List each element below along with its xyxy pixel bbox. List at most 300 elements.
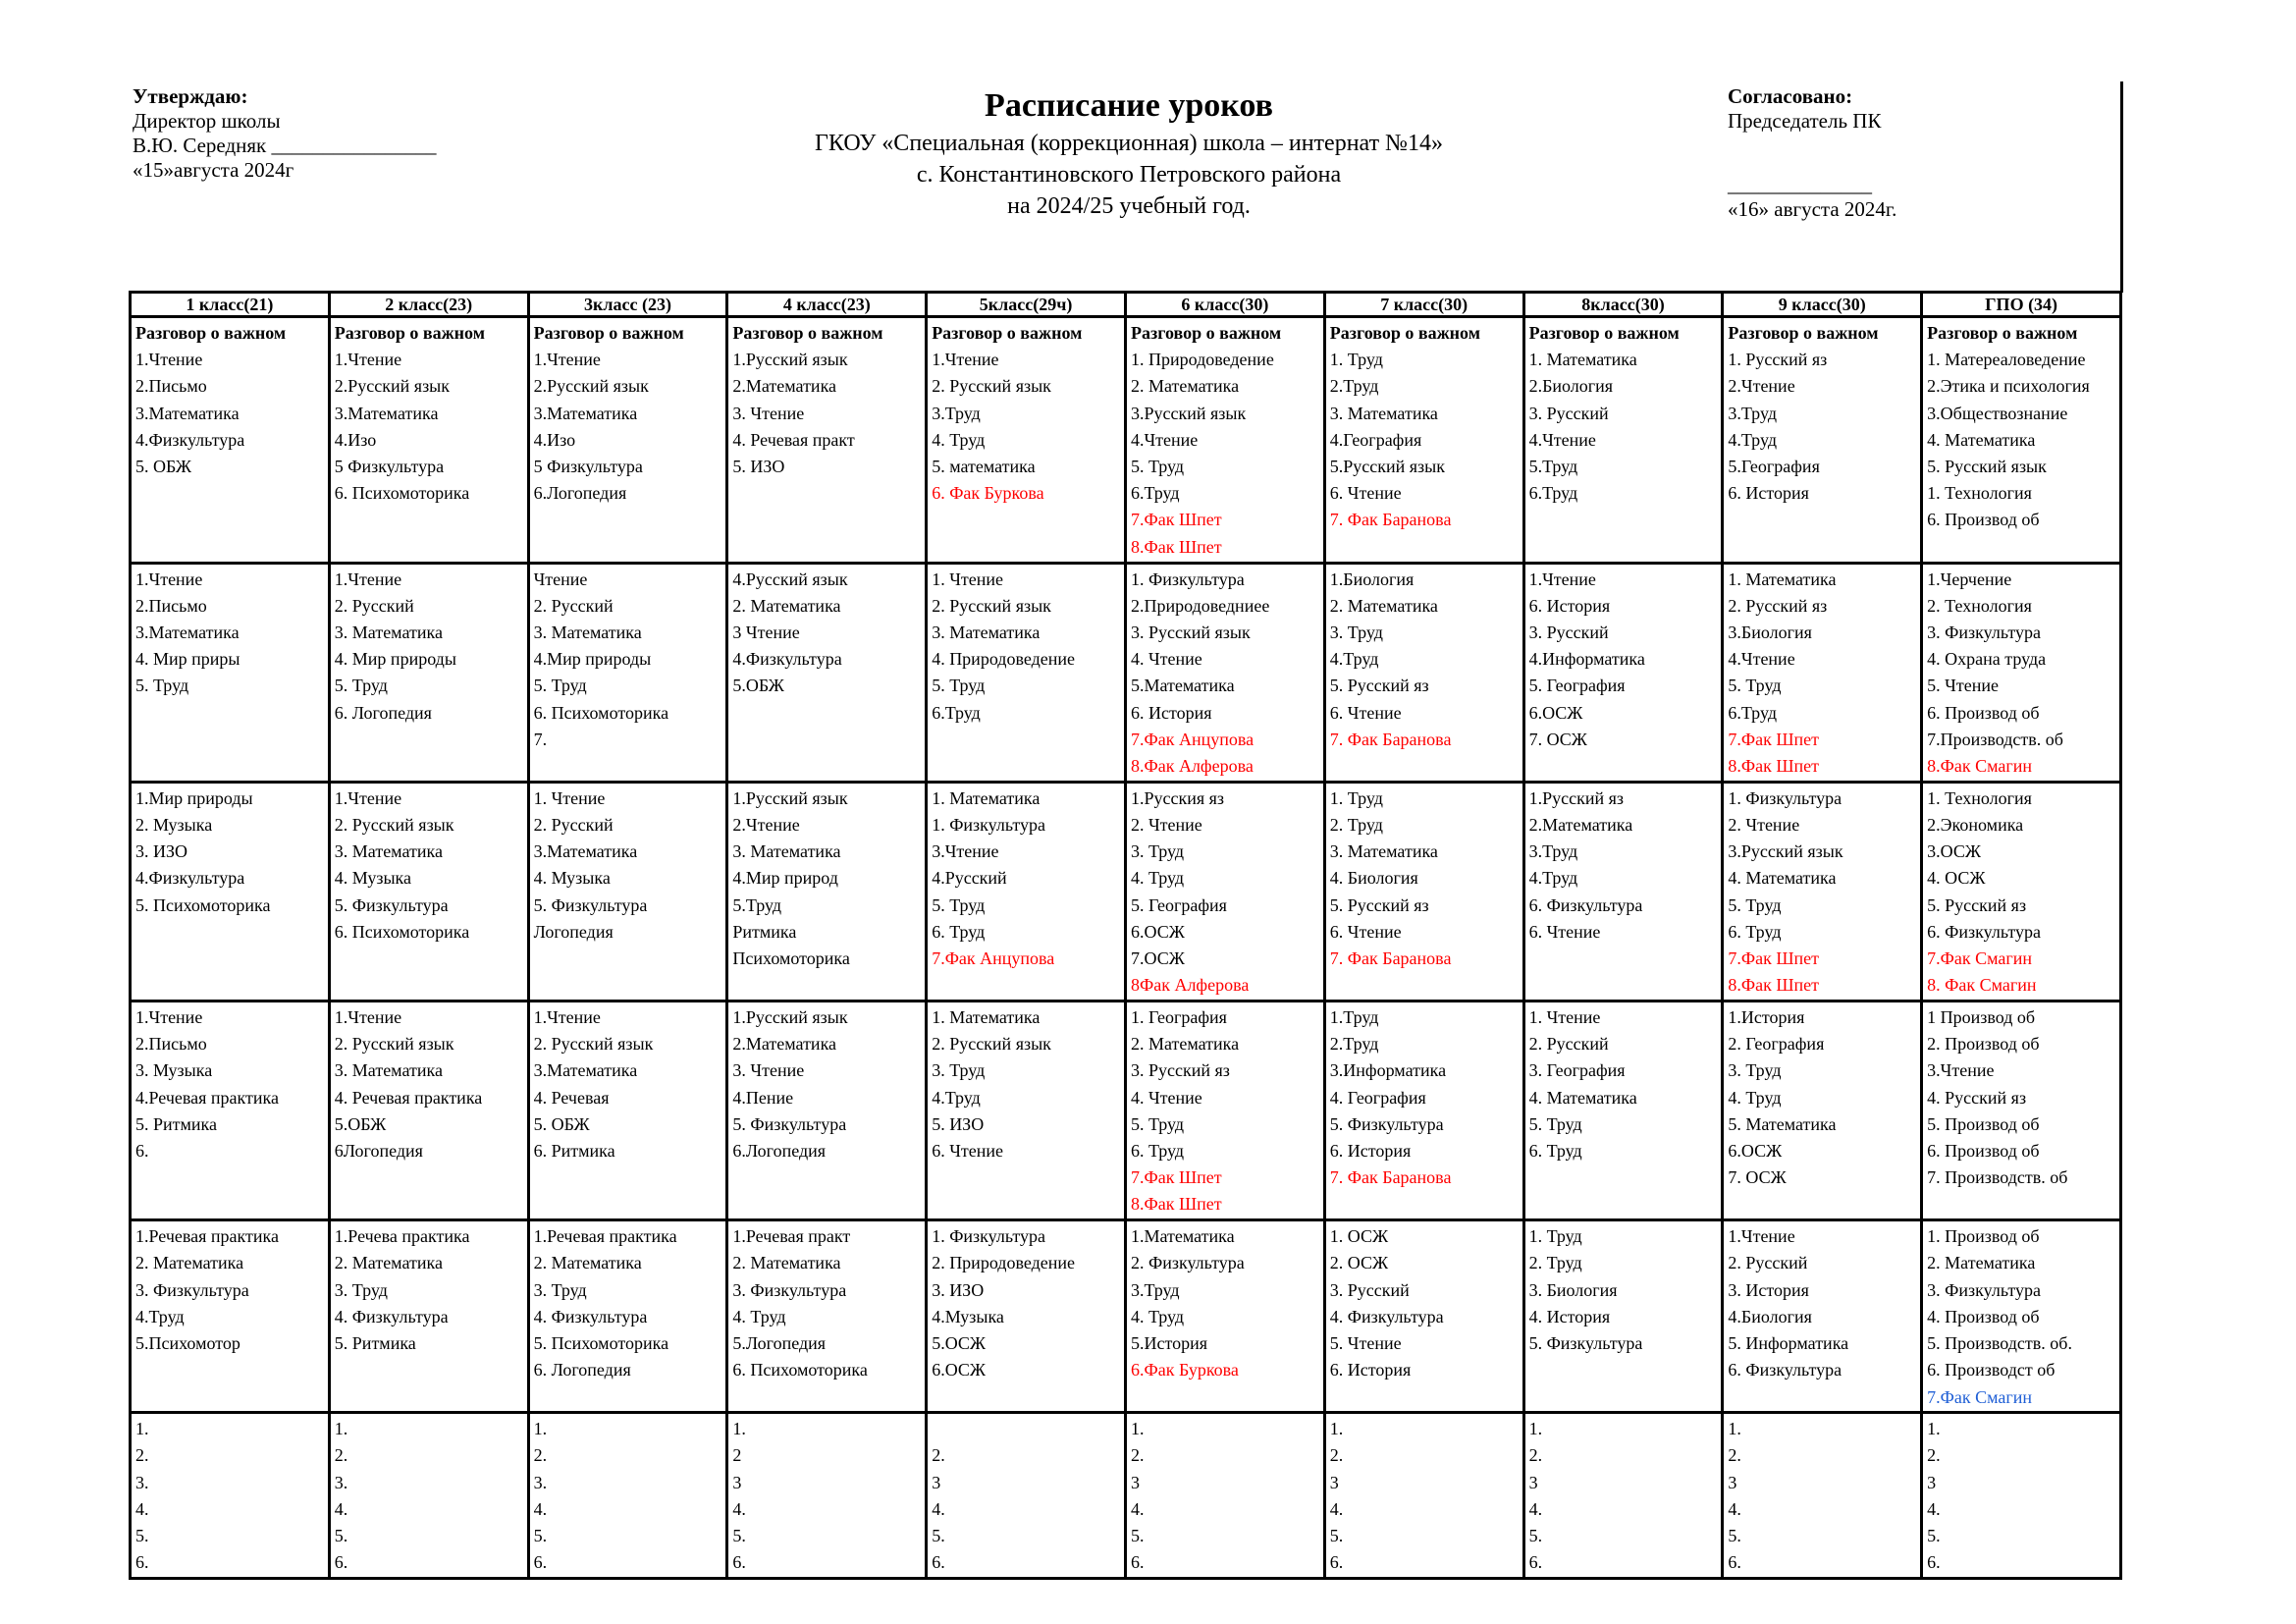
- lesson-line: 7.Фак Смагин: [1927, 1386, 2033, 1407]
- lesson-line: 7.Фак Шпет: [1130, 510, 1222, 530]
- lesson-line: 2.Математика: [732, 376, 837, 397]
- lesson-line: 8.Фак Алферова: [1130, 755, 1254, 776]
- lesson-line: 5. Труд: [932, 676, 986, 696]
- lesson-line: 1. ОСЖ: [1329, 1226, 1389, 1247]
- approval-line-position: Директор школы: [133, 109, 281, 133]
- lesson-line: 4.: [1927, 1498, 1941, 1519]
- lesson-line: 3. Труд: [932, 1060, 986, 1081]
- lesson-line: 5.: [533, 1526, 548, 1546]
- lesson-line: 3.: [135, 1472, 149, 1492]
- lesson-line: 5.Труд: [1528, 457, 1578, 477]
- lesson-line: 6. Труд: [1528, 1141, 1582, 1162]
- schedule-cell: [1523, 782, 1723, 1001]
- lesson-line: 4.Чтение: [1728, 649, 1795, 670]
- lesson-line: 6. Психомоторика: [334, 483, 470, 504]
- lesson-line: 2.: [1528, 1445, 1543, 1466]
- lesson-line: 1. Труд: [1528, 1226, 1582, 1247]
- schedule-cell: [727, 1413, 927, 1579]
- lesson-line: 4.Чтение: [1130, 429, 1199, 450]
- lesson-line: 6. История: [1528, 595, 1611, 616]
- lesson-line: 2. Математика: [1130, 376, 1240, 397]
- lesson-line: 5. Физкультура: [1528, 1333, 1643, 1354]
- schedule-cell: [1523, 317, 1723, 564]
- lesson-line: 3. Труд: [1728, 1060, 1782, 1081]
- school-name: ГКОУ «Специальная (коррекционная) школа – интернат №14»: [815, 131, 1443, 156]
- class-header: ГПО (34): [1922, 293, 2121, 317]
- lesson-line: 3. Русский: [1329, 1279, 1410, 1300]
- lesson-line: 2. Труд: [1528, 1253, 1582, 1273]
- lesson-line: 1. Природоведение: [1130, 350, 1274, 370]
- agreement-heading: Согласовано:: [1728, 84, 1853, 108]
- day-row: [131, 563, 2121, 782]
- lesson-line: 2.Этика и психология: [1927, 376, 2090, 397]
- lesson-line: 4. Физкультура: [334, 1306, 449, 1326]
- lesson-line: 5. Психомоторика: [135, 894, 271, 915]
- lesson-line: 3.Труд: [932, 403, 981, 423]
- lesson-line: 2.: [1728, 1445, 1741, 1466]
- lesson-line: 2. Русский яз: [1728, 595, 1828, 616]
- lesson-line: 4. Труд: [732, 1306, 786, 1326]
- lesson-line: 3.Биология: [1728, 622, 1812, 642]
- lesson-line: 6.Труд: [1528, 483, 1578, 504]
- day-row: [131, 1220, 2121, 1413]
- schedule-cell: [1125, 782, 1324, 1001]
- lesson-line: 4. История: [1528, 1306, 1611, 1326]
- lesson-line: 3: [1130, 1472, 1140, 1492]
- lesson-line: 1. Труд: [1329, 787, 1383, 808]
- lesson-line: 1. Производ об: [1927, 1226, 2040, 1247]
- schedule-cell: [1922, 1220, 2121, 1413]
- lesson-line: 2.: [135, 1445, 149, 1466]
- lesson-line: 2.Чтение: [1728, 376, 1795, 397]
- lesson-line: 2. Русский язык: [533, 1034, 654, 1055]
- schedule-cell: [528, 1220, 727, 1413]
- lesson-line: 1. Технология: [1927, 787, 2032, 808]
- lesson-line: 6. Чтение: [1329, 921, 1402, 942]
- class-header: 1 класс(21): [131, 293, 330, 317]
- schedule-cell: [927, 1413, 1126, 1579]
- lesson-line: 1.: [1329, 1419, 1344, 1439]
- lesson-line: 4.Физкультура: [135, 868, 245, 889]
- lesson-line: 6.ОСЖ: [1528, 702, 1583, 723]
- lesson-line: 5. математика: [932, 457, 1036, 477]
- lesson-line: 4.География: [1329, 429, 1422, 450]
- lesson-line: 5.: [1728, 1526, 1741, 1546]
- class-header: 4 класс(23): [727, 293, 927, 317]
- lesson-line: 3: [1927, 1472, 1937, 1492]
- lesson-heading: Разговор о важном: [135, 323, 287, 343]
- lesson-line: 3. Чтение: [732, 1060, 805, 1081]
- lesson-line: 1. Физкультура: [932, 1226, 1045, 1247]
- lesson-line: 2.Природоведниее: [1130, 595, 1270, 616]
- lesson-line: 4.: [732, 1498, 746, 1519]
- lesson-line: 5.: [1927, 1526, 1941, 1546]
- schedule-cell: [131, 1413, 330, 1579]
- lesson-line: 6.ОСЖ: [932, 1360, 987, 1380]
- lesson-line: 5. Труд: [334, 676, 388, 696]
- lesson-line: 4. Чтение: [1130, 649, 1202, 670]
- lesson-line: 1.: [135, 1419, 149, 1439]
- lesson-line: 2.Чтение: [732, 814, 800, 835]
- lesson-line: 6. Физкультура: [1528, 894, 1643, 915]
- class-header: 9 класс(30): [1723, 293, 1922, 317]
- lesson-line: 6. Чтение: [932, 1141, 1003, 1162]
- lesson-heading: Разговор о важном: [533, 323, 684, 343]
- lesson-line: 4.Мир природ: [732, 868, 838, 889]
- lesson-line: 2.Труд: [1329, 1034, 1379, 1055]
- lesson-line: 5. Труд: [1130, 1113, 1185, 1134]
- schedule-cell: [329, 782, 528, 1001]
- lesson-line: 1.Русския яз: [1130, 787, 1225, 808]
- schedule-cell: [927, 1220, 1126, 1413]
- lesson-line: 7.: [533, 729, 548, 749]
- lesson-line: 6.Труд: [1728, 702, 1777, 723]
- approval-heading: Утверждаю:: [133, 84, 248, 108]
- lesson-line: 5. Физкультура: [334, 894, 449, 915]
- lesson-line: 4.Физкультура: [135, 429, 245, 450]
- lesson-line: 1.Русский язык: [732, 350, 848, 370]
- lesson-line: 5. Чтение: [1329, 1333, 1402, 1354]
- school-year: на 2024/25 учебный год.: [1007, 193, 1251, 219]
- lesson-line: 3. Математика: [334, 622, 443, 642]
- lesson-line: 5.: [732, 1526, 746, 1546]
- lesson-line: 1.Чтение: [1528, 568, 1596, 589]
- schedule-cell: [1125, 317, 1324, 564]
- lesson-line: 5. Труд: [1728, 894, 1782, 915]
- schedule-cell: [1324, 1220, 1523, 1413]
- schedule-cell: [727, 782, 927, 1001]
- lesson-line: 2. Физкультура: [1130, 1253, 1245, 1273]
- lesson-line: 1.Чтение: [135, 568, 203, 589]
- lesson-line: 6.: [1927, 1552, 1941, 1573]
- lesson-line: 1.: [334, 1419, 348, 1439]
- lesson-line: 5.География: [1728, 457, 1820, 477]
- lesson-line: 5. Русский яз: [1927, 894, 2027, 915]
- lesson-line: 4. Труд: [1130, 1306, 1185, 1326]
- lesson-line: 1. Физкультура: [1728, 787, 1842, 808]
- schedule-cell: [927, 782, 1126, 1001]
- lesson-line: 3. Чтение: [732, 403, 805, 423]
- lesson-line: 1.: [1528, 1419, 1543, 1439]
- lesson-line: 5. Чтение: [1927, 676, 1999, 696]
- lesson-line: 2. Русский язык: [932, 376, 1051, 397]
- lesson-line: 4. Мир природы: [334, 649, 456, 670]
- lesson-line: Ритмика: [732, 921, 797, 942]
- schedule-cell: [1523, 563, 1723, 782]
- lesson-line: 6. Труд: [1728, 921, 1782, 942]
- schedule-cell: [1523, 1413, 1723, 1579]
- lesson-line: 3. Музыка: [135, 1060, 213, 1081]
- lesson-line: 6.ОСЖ: [1728, 1141, 1783, 1162]
- lesson-line: 4.Музыка: [932, 1306, 1004, 1326]
- lesson-line: 2.Математика: [1528, 814, 1633, 835]
- lesson-line: 4. Природоведение: [932, 649, 1076, 670]
- day-row: [131, 1413, 2121, 1579]
- lesson-line: 3: [1728, 1472, 1737, 1492]
- schedule-cell: [1723, 782, 1922, 1001]
- lesson-line: 6. Психомоторика: [533, 702, 669, 723]
- lesson-line: 6. История: [1329, 1141, 1412, 1162]
- lesson-line: 6. Психомоторика: [732, 1360, 868, 1380]
- schedule-cell: [329, 563, 528, 782]
- schedule-cell: [528, 1001, 727, 1220]
- lesson-line: 7.Фак Шпет: [1728, 729, 1819, 749]
- lesson-line: 6. Труд: [1130, 1141, 1185, 1162]
- lesson-line: 3. География: [1528, 1060, 1626, 1081]
- lesson-line: 5. Ритмика: [334, 1333, 416, 1354]
- schedule-cell: [1723, 1220, 1922, 1413]
- lesson-line: 7.Фак Смагин: [1927, 948, 2033, 968]
- lesson-line: 2. Природоведение: [932, 1253, 1076, 1273]
- lesson-line: 4. Охрана труда: [1927, 649, 2047, 670]
- lesson-line: 6. Производ об: [1927, 702, 2040, 723]
- approval-block: [133, 84, 437, 183]
- lesson-line: 5. Труд: [1728, 676, 1782, 696]
- lesson-line: 5.Русский язык: [1329, 457, 1446, 477]
- lesson-heading: Разговор о важном: [1329, 323, 1480, 343]
- lesson-line: 4.Русский: [932, 868, 1007, 889]
- lesson-line: 2.Русский язык: [533, 376, 649, 397]
- lesson-line: 5.: [1329, 1526, 1344, 1546]
- lesson-line: 4.Изо: [334, 429, 377, 450]
- lesson-line: 1.Чтение: [334, 350, 402, 370]
- schedule-cell: [1922, 782, 2121, 1001]
- class-header: 5класс(29ч): [927, 293, 1126, 317]
- lesson-line: 1.Русский яз: [1528, 787, 1624, 808]
- day-row: [131, 317, 2121, 564]
- approval-line-signature: В.Ю. Середняк ________________: [133, 134, 437, 157]
- lesson-line: 3. Математика: [732, 841, 841, 862]
- lesson-line: 4. Музыка: [533, 868, 611, 889]
- lesson-line: 1. Физкультура: [1130, 568, 1245, 589]
- schedule-cell: [1523, 1220, 1723, 1413]
- lesson-line: 4. Физкультура: [1329, 1306, 1444, 1326]
- lesson-line: 6.: [334, 1552, 348, 1573]
- lesson-line: 2. Русский язык: [334, 814, 454, 835]
- lesson-line: 6. Психомоторика: [334, 921, 470, 942]
- lesson-line: 1.Чтение: [334, 1007, 402, 1028]
- lesson-line: 5. Труд: [1130, 457, 1185, 477]
- lesson-line: 5.ОБЖ: [334, 1113, 387, 1134]
- lesson-line: 5. Русский язык: [1927, 457, 2047, 477]
- lesson-line: 1.Чтение: [135, 350, 203, 370]
- lesson-line: 3.: [533, 1472, 548, 1492]
- lesson-line: 7.Фак Шпет: [1130, 1167, 1222, 1188]
- lesson-line: 7.Фак Анцупова: [932, 948, 1055, 968]
- lesson-line: 2. Математика: [135, 1253, 244, 1273]
- schedule-cell: [528, 317, 727, 564]
- lesson-line: 4.Труд: [1329, 649, 1379, 670]
- lesson-line: 8.Фак Шпет: [1130, 536, 1222, 557]
- lesson-line: 2. Математика: [1329, 595, 1438, 616]
- lesson-line: 2. Русский язык: [932, 1034, 1051, 1055]
- lesson-line: 4.Пение: [732, 1087, 794, 1108]
- lesson-line: 2.: [334, 1445, 348, 1466]
- lesson-line: 3.Математика: [533, 403, 638, 423]
- lesson-line: 1. Математика: [1728, 568, 1837, 589]
- lesson-line: 5 Физкультура: [533, 457, 643, 477]
- lesson-line: 6.: [732, 1552, 746, 1573]
- lesson-line: 4. Биология: [1329, 868, 1418, 889]
- lesson-line: 1.Чтение: [533, 1007, 601, 1028]
- lesson-line: 3. Математика: [334, 1060, 443, 1081]
- lesson-line: 3.: [334, 1472, 348, 1492]
- lesson-line: 6.: [1528, 1552, 1543, 1573]
- schedule-cell: [1324, 782, 1523, 1001]
- lesson-line: 6.: [932, 1552, 945, 1573]
- lesson-line: 5. Физкультура: [533, 894, 648, 915]
- lesson-line: 3. Русский язык: [1130, 622, 1251, 642]
- lesson-line: 3. Русский: [1528, 622, 1609, 642]
- lesson-line: 3. Биология: [1528, 1279, 1618, 1300]
- lesson-line: 2. Математика: [334, 1253, 443, 1273]
- lesson-line: 6.: [1130, 1552, 1145, 1573]
- lesson-line: 2.: [1130, 1445, 1145, 1466]
- lesson-line: 1. Чтение: [932, 568, 1003, 589]
- lesson-line: 6. История: [1130, 702, 1212, 723]
- schedule-cell: [727, 1220, 927, 1413]
- lesson-line: 6.: [1329, 1552, 1344, 1573]
- schedule-cell: [1324, 1001, 1523, 1220]
- lesson-line: 1. Математика: [1528, 350, 1637, 370]
- right-border-line: [2120, 81, 2123, 293]
- lesson-line: 5. География: [1528, 676, 1626, 696]
- schedule-cell: [927, 317, 1126, 564]
- schedule-cell: [1125, 1001, 1324, 1220]
- schedule-cell: [1324, 317, 1523, 564]
- lesson-line: 2. Русский: [334, 595, 414, 616]
- lesson-heading: Разговор о важном: [1528, 323, 1680, 343]
- schedule-cell: [528, 563, 727, 782]
- lesson-line: 2.Труд: [1329, 376, 1379, 397]
- lesson-line: 4.: [1130, 1498, 1145, 1519]
- schedule-cell: [131, 782, 330, 1001]
- schedule-cell: [927, 1001, 1126, 1220]
- schedule-cell: [1324, 563, 1523, 782]
- lesson-line: 8.Фак Смагин: [1927, 755, 2033, 776]
- lesson-line: 1. Чтение: [1528, 1007, 1601, 1028]
- lesson-heading: Разговор о важном: [1927, 323, 2078, 343]
- lesson-line: 5. Психомоторика: [533, 1333, 669, 1354]
- lesson-line: 1.Речевая практика: [135, 1226, 279, 1247]
- lesson-line: Чтение: [533, 568, 588, 589]
- lesson-line: 3. ИЗО: [932, 1279, 985, 1300]
- lesson-line: 3. Физкультура: [1927, 1279, 2041, 1300]
- lesson-line: 3.Труд: [1528, 841, 1578, 862]
- lesson-line: 5.: [1528, 1526, 1543, 1546]
- lesson-line: 5.ОСЖ: [932, 1333, 987, 1354]
- lesson-line: 3.Математика: [533, 1060, 638, 1081]
- lesson-line: 4. Труд: [1130, 868, 1185, 889]
- agreement-line-position: Председатель ПК: [1728, 109, 1882, 133]
- lesson-line: 4. Производ об: [1927, 1306, 2040, 1326]
- lesson-line: 7. ОСЖ: [1728, 1167, 1787, 1188]
- lesson-line: 4. Чтение: [1130, 1087, 1202, 1108]
- lesson-heading: Разговор о важном: [932, 323, 1083, 343]
- schedule-table: [129, 291, 2122, 1580]
- lesson-line: 3. Труд: [1329, 622, 1383, 642]
- schedule-cell: [1723, 317, 1922, 564]
- lesson-line: 2. Музыка: [135, 814, 213, 835]
- agreement-line-signature: ______________: [1728, 173, 1872, 196]
- lesson-line: 3.Чтение: [1927, 1060, 1995, 1081]
- lesson-line: 6. Чтение: [1329, 702, 1402, 723]
- lesson-line: 5. Производств. об.: [1927, 1333, 2072, 1354]
- class-header: 2 класс(23): [329, 293, 528, 317]
- schedule-cell: [1125, 1220, 1324, 1413]
- class-header: 3класс (23): [528, 293, 727, 317]
- lesson-line: 3: [732, 1472, 742, 1492]
- lesson-line: 8Фак Алферова: [1130, 975, 1250, 996]
- lesson-line: 2. Математика: [1927, 1253, 2036, 1273]
- agreement-line-date: «16» августа 2024г.: [1728, 197, 1897, 221]
- day-row: [131, 782, 2121, 1001]
- lesson-line: 1.: [1927, 1419, 1941, 1439]
- lesson-line: 3.Информатика: [1329, 1060, 1447, 1081]
- schedule-cell: [927, 563, 1126, 782]
- lesson-line: 4.Физкультура: [732, 649, 842, 670]
- schedule-cell: [1922, 1001, 2121, 1220]
- lesson-line: 1.Чтение: [334, 568, 402, 589]
- lesson-line: 4. Речевая практ: [732, 429, 855, 450]
- school-location: с. Константиновского Петровского района: [916, 162, 1342, 188]
- lesson-line: 6Логопедия: [334, 1141, 423, 1162]
- lesson-line: 4. Математика: [1927, 429, 2036, 450]
- lesson-line: 5.Логопедия: [732, 1333, 827, 1354]
- lesson-line: 6.: [135, 1552, 149, 1573]
- lesson-line: 5 Физкультура: [334, 457, 445, 477]
- lesson-line: 1. Труд: [1329, 350, 1383, 370]
- lesson-line: 4.Труд: [135, 1306, 185, 1326]
- lesson-line: 6. Труд: [932, 921, 986, 942]
- lesson-line: 3.Труд: [1130, 1279, 1180, 1300]
- lesson-line: 5. Труд: [135, 676, 189, 696]
- lesson-line: 5. Производ об: [1927, 1113, 2040, 1134]
- lesson-line: 4. Математика: [1528, 1087, 1637, 1108]
- lesson-line: 7.Производств. об: [1927, 729, 2063, 749]
- schedule-cell: [131, 563, 330, 782]
- lesson-line: 1.История: [1728, 1007, 1805, 1028]
- lesson-line: 6. Фак Буркова: [932, 483, 1044, 504]
- schedule-cell: [329, 1220, 528, 1413]
- lesson-line: 5.: [1130, 1526, 1145, 1546]
- class-header-row: [131, 293, 2121, 317]
- schedule-cell: [329, 1001, 528, 1220]
- lesson-line: 3.Труд: [1728, 403, 1777, 423]
- schedule-cell: [1723, 1001, 1922, 1220]
- lesson-line: 4.: [533, 1498, 548, 1519]
- lesson-line: 5. Ритмика: [135, 1113, 217, 1134]
- lesson-line: 1.Речева практика: [334, 1226, 470, 1247]
- lesson-line: 2.Биология: [1528, 376, 1614, 397]
- lesson-heading: Разговор о важном: [1728, 323, 1879, 343]
- lesson-line: 2.Письмо: [135, 595, 207, 616]
- lesson-line: 3: [1329, 1472, 1339, 1492]
- lesson-line: 3. Труд: [1130, 841, 1185, 862]
- lesson-line: 3: [1528, 1472, 1538, 1492]
- lesson-line: 3. Математика: [334, 841, 443, 862]
- lesson-line: 2. Производ об: [1927, 1034, 2040, 1055]
- lesson-line: 7. Фак Баранова: [1329, 948, 1452, 968]
- lesson-line: 2.: [1329, 1445, 1344, 1466]
- lesson-line: 3.Математика: [533, 841, 638, 862]
- lesson-line: 4. ОСЖ: [1927, 868, 1986, 889]
- lesson-line: 2.Математика: [732, 1034, 837, 1055]
- lesson-line: 5.: [334, 1526, 348, 1546]
- lesson-line: 4. Музыка: [334, 868, 412, 889]
- lesson-line: 4.: [932, 1498, 945, 1519]
- lesson-line: 2. Труд: [1329, 814, 1383, 835]
